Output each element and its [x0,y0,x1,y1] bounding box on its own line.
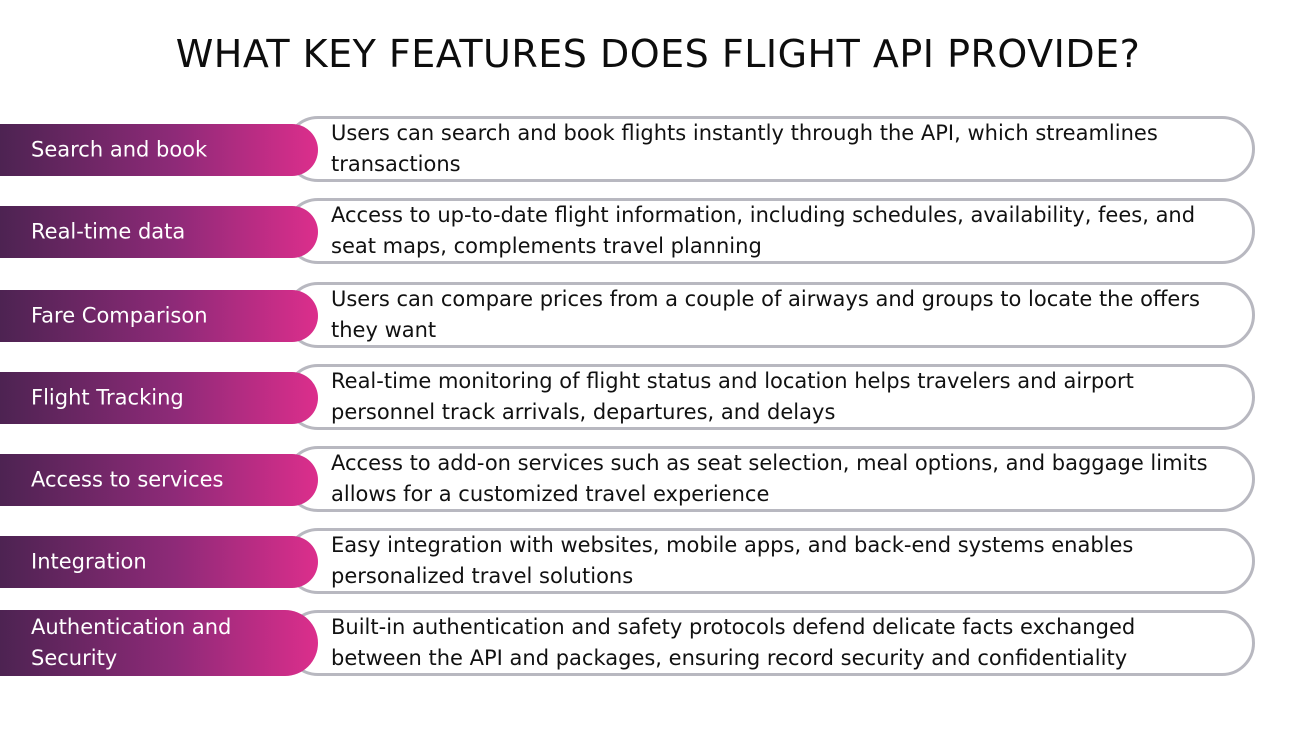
feature-description: Users can search and book flights instantly through the API, which streamlines transactions [331,121,1158,176]
feature-description-pill [285,446,1255,512]
feature-description-pill [285,528,1255,594]
feature-description-pill [285,116,1255,182]
feature-description-pill [285,282,1255,348]
feature-description: Access to add-on services such as seat selection, meal options, and baggage limits allows for a customized travel experience [331,451,1208,506]
feature-label: Flight Tracking [31,385,184,410]
feature-description: Users can compare prices from a couple of airways and groups to locate the offers they want [331,287,1200,342]
feature-label: Search and book [31,137,208,162]
feature-row [0,528,1316,600]
feature-label-tab [0,454,318,506]
feature-description: Easy integration with websites, mobile apps, and back-end systems enables personalized travel solutions [331,533,1134,588]
feature-label-tab [0,536,318,588]
feature-label: Access to services [31,467,224,492]
feature-row [0,116,1316,188]
feature-description-pill [285,364,1255,430]
feature-row [0,198,1316,270]
feature-label: Authentication and Security [31,615,232,670]
feature-label-tab [0,290,318,342]
feature-description: Real-time monitoring of flight status and location helps travelers and airport personnel track arrivals, departures, and delays [331,369,1134,424]
feature-label-tab [0,372,318,424]
feature-row [0,446,1316,518]
feature-row [0,610,1316,682]
feature-label-tab [0,124,318,176]
feature-description-pill [285,198,1255,264]
feature-label: Integration [31,549,147,574]
feature-label: Fare Comparison [31,303,208,328]
feature-description: Built-in authentication and safety protocols defend delicate facts exchanged between the API and packages, ensuring record security and confidentiality [331,615,1136,670]
feature-label: Real-time data [31,219,186,244]
page-title: WHAT KEY FEATURES DOES FLIGHT API PROVIDE? [175,32,1141,76]
feature-description-pill [285,610,1255,676]
feature-description: Access to up-to-date flight information, including schedules, availability, fees, and seat maps, complements travel planning [331,203,1196,258]
feature-label-tab [0,610,318,676]
feature-row [0,282,1316,354]
feature-label-tab [0,206,318,258]
feature-row [0,364,1316,436]
